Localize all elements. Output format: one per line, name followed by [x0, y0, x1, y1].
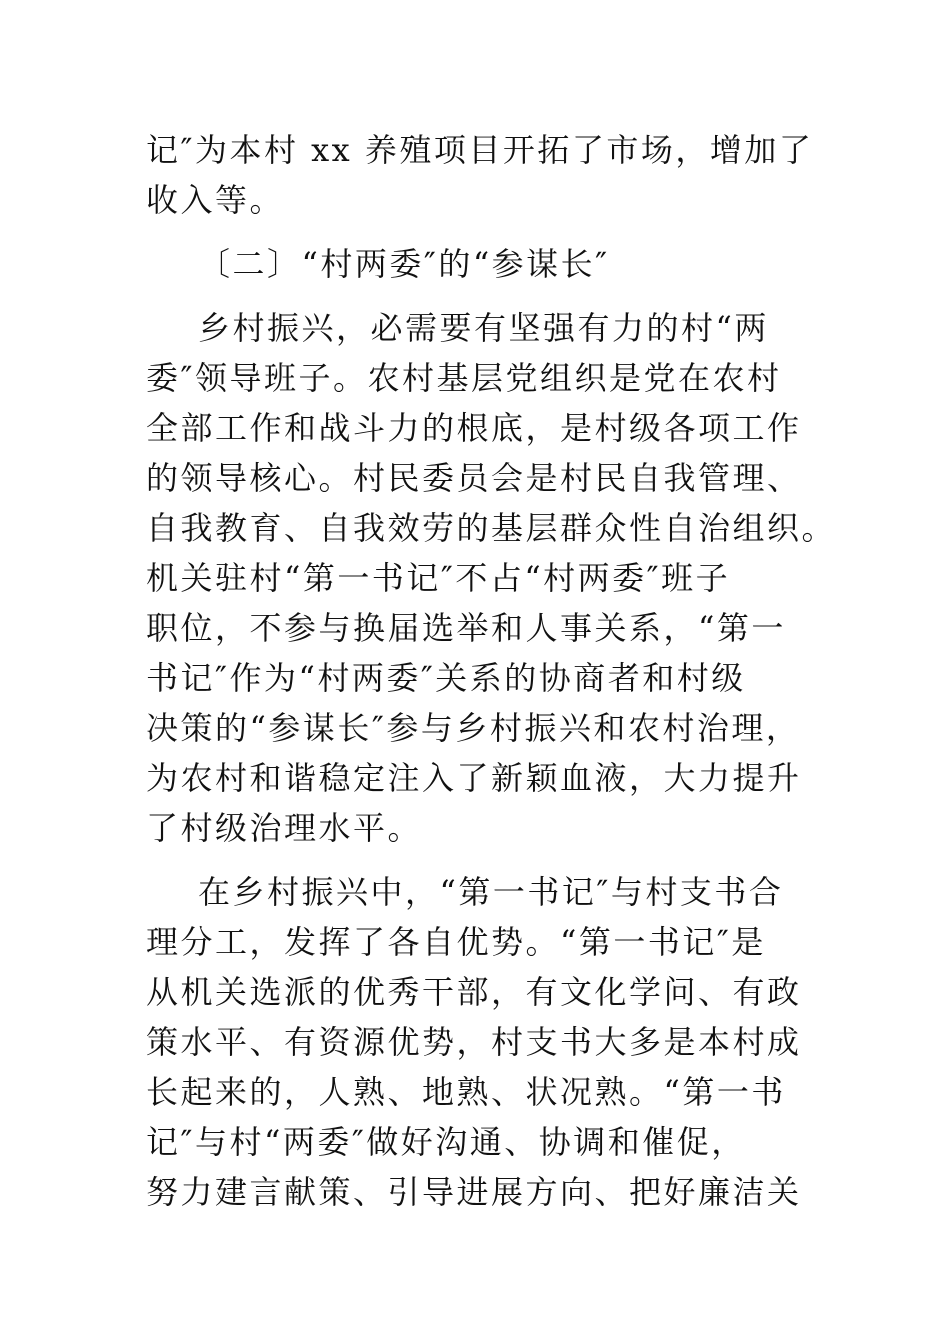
text-line: 策水平、有资源优势，村支书大多是本村成 — [146, 1023, 802, 1061]
text-line: 机关驻村“第一书记″不占“村两委″班子 — [146, 559, 731, 597]
text-line: 收入等。 — [146, 181, 285, 219]
text-line: 决策的“参谋长″参与乡村振兴和农村治理， — [146, 709, 801, 747]
text-line: 在乡村振兴中，“第一书记″与村支书合 — [198, 873, 784, 911]
section-heading: 〔二〕“村两委″的“参谋长″ — [198, 245, 610, 283]
text-line: 理分工，发挥了各自优势。“第一书记″是 — [146, 923, 766, 961]
text-line: 乡村振兴，必需要有坚强有力的村“两 — [198, 309, 769, 347]
text-line: 记″与村“两委″做好沟通、协调和催促， — [146, 1123, 746, 1161]
text-line: 为农村和谐稳定注入了新颖血液，大力提升 — [146, 759, 802, 797]
text-line: 书记″作为“村两委″关系的协商者和村级 — [146, 659, 746, 697]
text-line: 长起来的，人熟、地熟、状况熟。“第一书 — [146, 1073, 786, 1111]
text-line: 职位，不参与换届选举和人事关系，“第一 — [146, 609, 786, 647]
text-line: 了村级治理水平。 — [146, 809, 423, 847]
text-line: 委″领导班子。农村基层党组织是党在农村 — [146, 359, 782, 397]
text-line: 的领导核心。村民委员会是村民自我管理、 — [146, 459, 802, 497]
text-line: 自我教育、自我效劳的基层群众性自治组织。 — [146, 509, 837, 547]
text-line: 努力建言献策、引导进展方向、把好廉洁关 — [146, 1173, 802, 1211]
text-line: 记″为本村 xx 养殖项目开拓了市场，增加了 — [146, 131, 814, 169]
text-line: 全部工作和战斗力的根底，是村级各项工作 — [146, 409, 802, 447]
text-line: 从机关选派的优秀干部，有文化学问、有政 — [146, 973, 802, 1011]
